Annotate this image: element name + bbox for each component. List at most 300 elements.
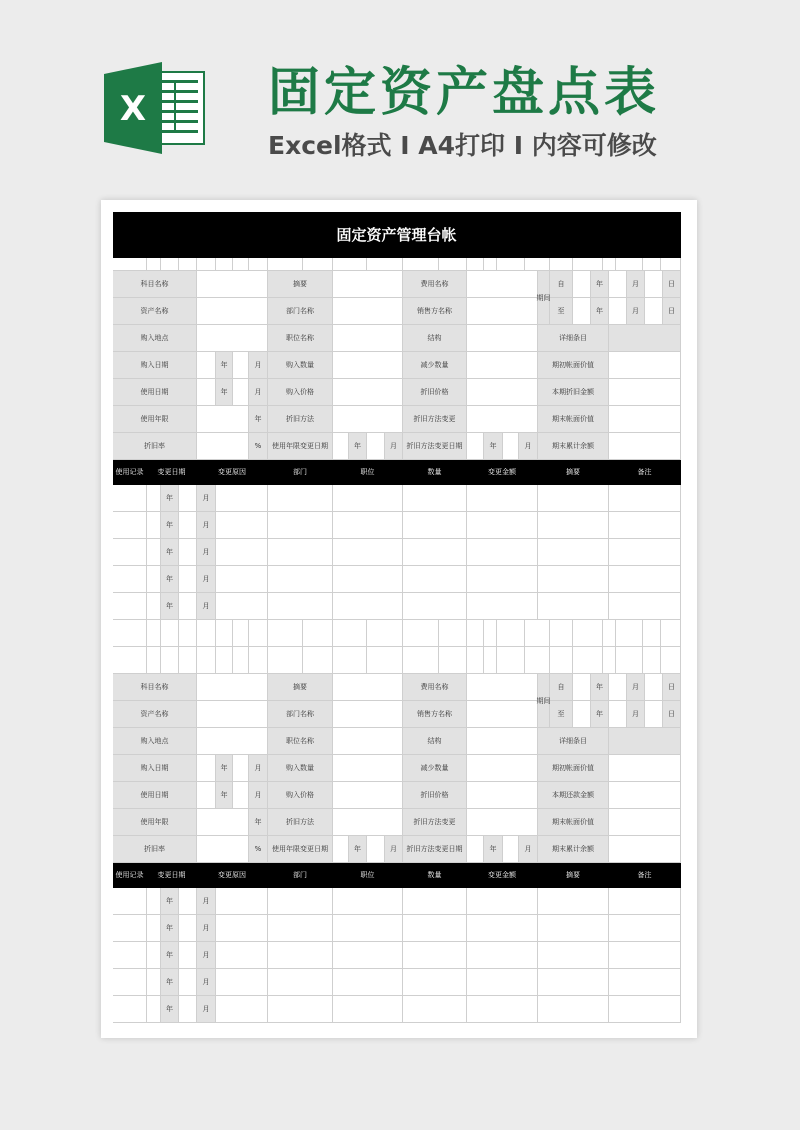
input-cell[interactable] bbox=[333, 352, 403, 379]
data-cell[interactable] bbox=[538, 888, 609, 915]
input-cell[interactable] bbox=[467, 325, 538, 352]
input-cell[interactable] bbox=[467, 271, 538, 298]
field-label: 结构 bbox=[403, 728, 467, 755]
column-header: 职位 bbox=[333, 863, 403, 888]
year-label: 年 bbox=[161, 915, 179, 942]
data-cell[interactable] bbox=[467, 888, 538, 915]
field-label: 资产名称 bbox=[113, 298, 197, 325]
input-cell[interactable] bbox=[333, 728, 403, 755]
data-cell[interactable] bbox=[538, 996, 609, 1023]
input-cell[interactable] bbox=[333, 674, 403, 701]
input-cell[interactable] bbox=[197, 674, 268, 701]
field-label: 部门名称 bbox=[268, 298, 333, 325]
input-cell[interactable] bbox=[645, 271, 663, 298]
column-header: 备注 bbox=[609, 460, 681, 485]
period-label: 期间 bbox=[538, 674, 550, 728]
data-cell[interactable] bbox=[403, 888, 467, 915]
column-header: 变更日期 bbox=[147, 863, 197, 888]
input-cell[interactable] bbox=[197, 271, 268, 298]
spacer-cell bbox=[467, 258, 484, 271]
input-cell[interactable] bbox=[147, 942, 161, 969]
input-cell[interactable] bbox=[333, 406, 403, 433]
input-cell[interactable] bbox=[147, 539, 161, 566]
input-cell[interactable] bbox=[179, 969, 197, 996]
input-cell[interactable] bbox=[573, 298, 591, 325]
input-cell[interactable] bbox=[645, 298, 663, 325]
input-cell[interactable] bbox=[467, 674, 538, 701]
data-cell[interactable] bbox=[609, 566, 681, 593]
column-header: 变更日期 bbox=[147, 460, 197, 485]
column-header: 备注 bbox=[609, 863, 681, 888]
column-header: 部门 bbox=[268, 863, 333, 888]
year-label: 年 bbox=[591, 701, 609, 728]
input-cell[interactable] bbox=[233, 782, 249, 809]
column-header: 使用记录 bbox=[113, 460, 147, 485]
spacer-cell bbox=[616, 647, 643, 674]
input-cell[interactable] bbox=[197, 782, 216, 809]
spacer-cell bbox=[497, 258, 525, 271]
input-cell[interactable] bbox=[467, 809, 538, 836]
field-label: 购入日期 bbox=[113, 755, 197, 782]
day-label: 日 bbox=[663, 674, 681, 701]
month-label: 月 bbox=[197, 485, 216, 512]
field-label: 购入价格 bbox=[268, 782, 333, 809]
field-label: 销售方名称 bbox=[403, 298, 467, 325]
data-cell[interactable] bbox=[216, 539, 268, 566]
input-cell[interactable] bbox=[609, 782, 681, 809]
input-cell[interactable] bbox=[609, 809, 681, 836]
data-cell[interactable] bbox=[216, 512, 268, 539]
data-cell[interactable] bbox=[268, 566, 333, 593]
data-cell[interactable] bbox=[609, 512, 681, 539]
year-label: 年 bbox=[591, 271, 609, 298]
input-cell[interactable] bbox=[573, 674, 591, 701]
data-cell[interactable] bbox=[609, 888, 681, 915]
input-cell[interactable] bbox=[573, 701, 591, 728]
input-cell[interactable] bbox=[503, 433, 519, 460]
input-cell[interactable] bbox=[467, 782, 538, 809]
data-cell[interactable] bbox=[538, 942, 609, 969]
field-label: 期末累计余额 bbox=[538, 836, 609, 863]
data-cell[interactable] bbox=[467, 566, 538, 593]
record-cell[interactable] bbox=[113, 888, 147, 915]
input-cell[interactable] bbox=[197, 755, 216, 782]
data-cell[interactable] bbox=[333, 593, 403, 620]
input-cell[interactable] bbox=[609, 433, 681, 460]
input-cell[interactable] bbox=[333, 701, 403, 728]
percent-label: % bbox=[249, 836, 268, 863]
data-cell[interactable] bbox=[268, 888, 333, 915]
record-cell[interactable] bbox=[113, 539, 147, 566]
data-cell[interactable] bbox=[609, 539, 681, 566]
column-header: 变更原因 bbox=[197, 863, 268, 888]
field-label: 减少数量 bbox=[403, 352, 467, 379]
input-cell[interactable] bbox=[197, 701, 268, 728]
record-cell[interactable] bbox=[113, 996, 147, 1023]
month-label: 月 bbox=[249, 755, 268, 782]
data-cell[interactable] bbox=[403, 512, 467, 539]
input-cell[interactable] bbox=[467, 728, 538, 755]
input-cell[interactable] bbox=[645, 701, 663, 728]
input-cell[interactable] bbox=[333, 809, 403, 836]
data-cell[interactable] bbox=[403, 996, 467, 1023]
data-cell[interactable] bbox=[268, 593, 333, 620]
month-label: 月 bbox=[627, 674, 645, 701]
input-cell[interactable] bbox=[609, 674, 627, 701]
field-label: 使用日期 bbox=[113, 782, 197, 809]
year-label: 年 bbox=[249, 406, 268, 433]
input-cell[interactable] bbox=[609, 728, 681, 755]
data-cell[interactable] bbox=[333, 485, 403, 512]
field-label: 使用年限 bbox=[113, 809, 197, 836]
spacer-cell bbox=[573, 258, 603, 271]
day-label: 日 bbox=[663, 271, 681, 298]
data-cell[interactable] bbox=[403, 915, 467, 942]
data-cell[interactable] bbox=[216, 942, 268, 969]
record-cell[interactable] bbox=[113, 485, 147, 512]
input-cell[interactable] bbox=[367, 433, 385, 460]
month-label: 月 bbox=[249, 782, 268, 809]
year-label: 年 bbox=[216, 755, 233, 782]
spacer-cell bbox=[467, 647, 484, 674]
record-cell[interactable] bbox=[113, 915, 147, 942]
data-cell[interactable] bbox=[333, 996, 403, 1023]
data-cell[interactable] bbox=[333, 539, 403, 566]
input-cell[interactable] bbox=[197, 406, 249, 433]
month-label: 月 bbox=[385, 836, 403, 863]
data-cell[interactable] bbox=[403, 969, 467, 996]
spacer-cell bbox=[367, 258, 403, 271]
field-label: 费用名称 bbox=[403, 674, 467, 701]
data-cell[interactable] bbox=[216, 996, 268, 1023]
spacer-cell bbox=[113, 620, 147, 647]
spacer-cell bbox=[147, 647, 161, 674]
data-cell[interactable] bbox=[538, 485, 609, 512]
spacer-cell bbox=[661, 620, 681, 647]
spacer-cell bbox=[525, 258, 550, 271]
spacer-cell bbox=[403, 620, 439, 647]
year-label: 年 bbox=[349, 836, 367, 863]
input-cell[interactable] bbox=[333, 325, 403, 352]
input-cell[interactable] bbox=[333, 755, 403, 782]
input-cell[interactable] bbox=[179, 915, 197, 942]
input-cell[interactable] bbox=[333, 298, 403, 325]
month-label: 月 bbox=[249, 379, 268, 406]
input-cell[interactable] bbox=[609, 755, 681, 782]
column-header: 数量 bbox=[403, 460, 467, 485]
year-label: 年 bbox=[216, 782, 233, 809]
day-label: 日 bbox=[663, 701, 681, 728]
field-label: 购入地点 bbox=[113, 728, 197, 755]
column-header: 职位 bbox=[333, 460, 403, 485]
input-cell[interactable] bbox=[645, 674, 663, 701]
data-cell[interactable] bbox=[268, 942, 333, 969]
data-cell[interactable] bbox=[467, 539, 538, 566]
month-label: 月 bbox=[197, 593, 216, 620]
data-cell[interactable] bbox=[403, 485, 467, 512]
data-cell[interactable] bbox=[403, 942, 467, 969]
input-cell[interactable] bbox=[179, 888, 197, 915]
data-cell[interactable] bbox=[467, 969, 538, 996]
input-cell[interactable] bbox=[333, 271, 403, 298]
input-cell[interactable] bbox=[179, 539, 197, 566]
input-cell[interactable] bbox=[609, 298, 627, 325]
from-label: 自 bbox=[550, 674, 573, 701]
input-cell[interactable] bbox=[197, 298, 268, 325]
data-cell[interactable] bbox=[467, 996, 538, 1023]
input-cell[interactable] bbox=[197, 809, 249, 836]
input-cell[interactable] bbox=[333, 379, 403, 406]
data-cell[interactable] bbox=[216, 969, 268, 996]
data-cell[interactable] bbox=[467, 593, 538, 620]
spacer-cell bbox=[161, 647, 179, 674]
input-cell[interactable] bbox=[233, 755, 249, 782]
year-label: 年 bbox=[161, 566, 179, 593]
spacer-cell bbox=[616, 258, 643, 271]
data-cell[interactable] bbox=[268, 915, 333, 942]
spacer-cell bbox=[147, 620, 161, 647]
input-cell[interactable] bbox=[197, 352, 216, 379]
data-cell[interactable] bbox=[467, 942, 538, 969]
page-title: 固定资产盘点表 bbox=[268, 63, 661, 123]
input-cell[interactable] bbox=[147, 485, 161, 512]
input-cell[interactable] bbox=[609, 271, 627, 298]
month-label: 月 bbox=[197, 969, 216, 996]
input-cell[interactable] bbox=[467, 406, 538, 433]
field-label: 折旧价格 bbox=[403, 379, 467, 406]
record-cell[interactable] bbox=[113, 969, 147, 996]
month-label: 月 bbox=[385, 433, 403, 460]
year-label: 年 bbox=[161, 593, 179, 620]
field-label: 摘要 bbox=[268, 674, 333, 701]
input-cell[interactable] bbox=[197, 836, 249, 863]
year-label: 年 bbox=[161, 942, 179, 969]
input-cell[interactable] bbox=[197, 379, 216, 406]
input-cell[interactable] bbox=[367, 836, 385, 863]
spacer-cell bbox=[303, 647, 333, 674]
data-cell[interactable] bbox=[216, 485, 268, 512]
input-cell[interactable] bbox=[179, 566, 197, 593]
input-cell[interactable] bbox=[333, 782, 403, 809]
input-cell[interactable] bbox=[609, 836, 681, 863]
column-header: 变更原因 bbox=[197, 460, 268, 485]
data-cell[interactable] bbox=[403, 593, 467, 620]
field-label: 使用年限 bbox=[113, 406, 197, 433]
data-cell[interactable] bbox=[538, 539, 609, 566]
input-cell[interactable] bbox=[609, 379, 681, 406]
field-label: 本期还款金额 bbox=[538, 782, 609, 809]
input-cell[interactable] bbox=[503, 836, 519, 863]
month-label: 月 bbox=[519, 836, 538, 863]
svg-text:X: X bbox=[119, 89, 147, 129]
spacer-cell bbox=[484, 620, 497, 647]
spacer-cell bbox=[113, 647, 147, 674]
field-label: 摘要 bbox=[268, 271, 333, 298]
input-cell[interactable] bbox=[197, 325, 268, 352]
data-cell[interactable] bbox=[467, 915, 538, 942]
field-label: 折旧方法变更日期 bbox=[403, 836, 467, 863]
record-cell[interactable] bbox=[113, 566, 147, 593]
asset-ledger-table bbox=[113, 212, 681, 1028]
data-cell[interactable] bbox=[538, 512, 609, 539]
record-cell[interactable] bbox=[113, 942, 147, 969]
input-cell[interactable] bbox=[333, 433, 349, 460]
spacer-cell bbox=[550, 258, 573, 271]
data-cell[interactable] bbox=[333, 566, 403, 593]
field-label: 期末累计余额 bbox=[538, 433, 609, 460]
year-label: 年 bbox=[161, 969, 179, 996]
spacer-cell bbox=[661, 647, 681, 674]
field-label: 部门名称 bbox=[268, 701, 333, 728]
field-label: 科目名称 bbox=[113, 674, 197, 701]
field-label: 折旧方法变更日期 bbox=[403, 433, 467, 460]
data-cell[interactable] bbox=[538, 566, 609, 593]
data-cell[interactable] bbox=[467, 485, 538, 512]
spacer-cell bbox=[403, 258, 439, 271]
data-cell[interactable] bbox=[216, 915, 268, 942]
data-cell[interactable] bbox=[216, 566, 268, 593]
input-cell[interactable] bbox=[233, 352, 249, 379]
spacer-cell bbox=[233, 258, 249, 271]
year-label: 年 bbox=[484, 836, 503, 863]
input-cell[interactable] bbox=[609, 352, 681, 379]
data-cell[interactable] bbox=[216, 888, 268, 915]
data-cell[interactable] bbox=[268, 512, 333, 539]
input-cell[interactable] bbox=[609, 406, 681, 433]
column-header: 数量 bbox=[403, 863, 467, 888]
month-label: 月 bbox=[197, 566, 216, 593]
data-cell[interactable] bbox=[268, 539, 333, 566]
data-cell[interactable] bbox=[268, 969, 333, 996]
data-cell[interactable] bbox=[403, 566, 467, 593]
input-cell[interactable] bbox=[467, 701, 538, 728]
field-label: 购入价格 bbox=[268, 379, 333, 406]
input-cell[interactable] bbox=[147, 593, 161, 620]
data-cell[interactable] bbox=[538, 593, 609, 620]
field-label: 折旧方法变更 bbox=[403, 406, 467, 433]
data-cell[interactable] bbox=[467, 512, 538, 539]
data-cell[interactable] bbox=[333, 942, 403, 969]
input-cell[interactable] bbox=[467, 755, 538, 782]
spacer-cell bbox=[497, 620, 525, 647]
input-cell[interactable] bbox=[573, 271, 591, 298]
data-cell[interactable] bbox=[609, 942, 681, 969]
input-cell[interactable] bbox=[467, 836, 484, 863]
input-cell[interactable] bbox=[609, 701, 627, 728]
data-cell[interactable] bbox=[333, 915, 403, 942]
input-cell[interactable] bbox=[467, 379, 538, 406]
input-cell[interactable] bbox=[233, 379, 249, 406]
spacer-cell bbox=[467, 620, 484, 647]
data-cell[interactable] bbox=[333, 888, 403, 915]
input-cell[interactable] bbox=[179, 485, 197, 512]
input-cell[interactable] bbox=[147, 512, 161, 539]
year-label: 年 bbox=[591, 674, 609, 701]
data-cell[interactable] bbox=[609, 485, 681, 512]
spacer-cell bbox=[179, 647, 197, 674]
input-cell[interactable] bbox=[467, 352, 538, 379]
input-cell[interactable] bbox=[147, 915, 161, 942]
data-cell[interactable] bbox=[333, 969, 403, 996]
year-label: 年 bbox=[249, 809, 268, 836]
field-label: 期初帐面价值 bbox=[538, 352, 609, 379]
spacer-cell bbox=[249, 620, 268, 647]
input-cell[interactable] bbox=[147, 566, 161, 593]
data-cell[interactable] bbox=[216, 593, 268, 620]
year-label: 年 bbox=[484, 433, 503, 460]
field-label: 购入数量 bbox=[268, 755, 333, 782]
page-subtitle: Excel格式 I A4打印 I 内容可修改 bbox=[268, 131, 657, 160]
spacer-cell bbox=[113, 258, 147, 271]
input-cell[interactable] bbox=[179, 996, 197, 1023]
sheet-title: 固定资产管理台帐 bbox=[113, 212, 681, 258]
data-cell[interactable] bbox=[333, 512, 403, 539]
spacer-cell bbox=[179, 258, 197, 271]
spacer-cell bbox=[573, 620, 603, 647]
input-cell[interactable] bbox=[197, 433, 249, 460]
record-cell[interactable] bbox=[113, 512, 147, 539]
record-cell[interactable] bbox=[113, 593, 147, 620]
data-cell[interactable] bbox=[403, 539, 467, 566]
spacer-cell bbox=[603, 258, 616, 271]
field-label: 科目名称 bbox=[113, 271, 197, 298]
data-cell[interactable] bbox=[609, 915, 681, 942]
field-label: 折旧方法 bbox=[268, 809, 333, 836]
field-label: 折旧价格 bbox=[403, 782, 467, 809]
input-cell[interactable] bbox=[147, 888, 161, 915]
year-label: 年 bbox=[161, 996, 179, 1023]
data-cell[interactable] bbox=[538, 969, 609, 996]
spacer-cell bbox=[249, 647, 268, 674]
data-cell[interactable] bbox=[609, 969, 681, 996]
input-cell[interactable] bbox=[467, 433, 484, 460]
spacer-cell bbox=[268, 258, 303, 271]
spacer-cell bbox=[333, 647, 367, 674]
column-header: 变更金额 bbox=[467, 863, 538, 888]
input-cell[interactable] bbox=[467, 298, 538, 325]
input-cell[interactable] bbox=[197, 728, 268, 755]
month-label: 月 bbox=[197, 942, 216, 969]
input-cell[interactable] bbox=[179, 512, 197, 539]
input-cell[interactable] bbox=[147, 969, 161, 996]
spacer-cell bbox=[233, 647, 249, 674]
input-cell[interactable] bbox=[147, 996, 161, 1023]
input-cell[interactable] bbox=[179, 942, 197, 969]
month-label: 月 bbox=[197, 996, 216, 1023]
data-cell[interactable] bbox=[609, 593, 681, 620]
spreadsheet-page bbox=[101, 200, 697, 1038]
field-label: 本期折旧金额 bbox=[538, 379, 609, 406]
data-cell[interactable] bbox=[268, 485, 333, 512]
data-cell[interactable] bbox=[609, 996, 681, 1023]
field-label: 详细条目 bbox=[538, 325, 609, 352]
field-label: 使用年限变更日期 bbox=[268, 836, 333, 863]
spacer-cell bbox=[550, 620, 573, 647]
data-cell[interactable] bbox=[538, 915, 609, 942]
excel-logo-icon bbox=[104, 62, 208, 154]
field-label: 折旧率 bbox=[113, 433, 197, 460]
spacer-cell bbox=[197, 620, 216, 647]
spacer-cell bbox=[616, 620, 643, 647]
column-header: 变更金额 bbox=[467, 460, 538, 485]
input-cell[interactable] bbox=[333, 836, 349, 863]
input-cell[interactable] bbox=[609, 325, 681, 352]
data-cell[interactable] bbox=[268, 996, 333, 1023]
spacer-cell bbox=[216, 647, 233, 674]
spacer-cell bbox=[233, 620, 249, 647]
input-cell[interactable] bbox=[179, 593, 197, 620]
percent-label: % bbox=[249, 433, 268, 460]
